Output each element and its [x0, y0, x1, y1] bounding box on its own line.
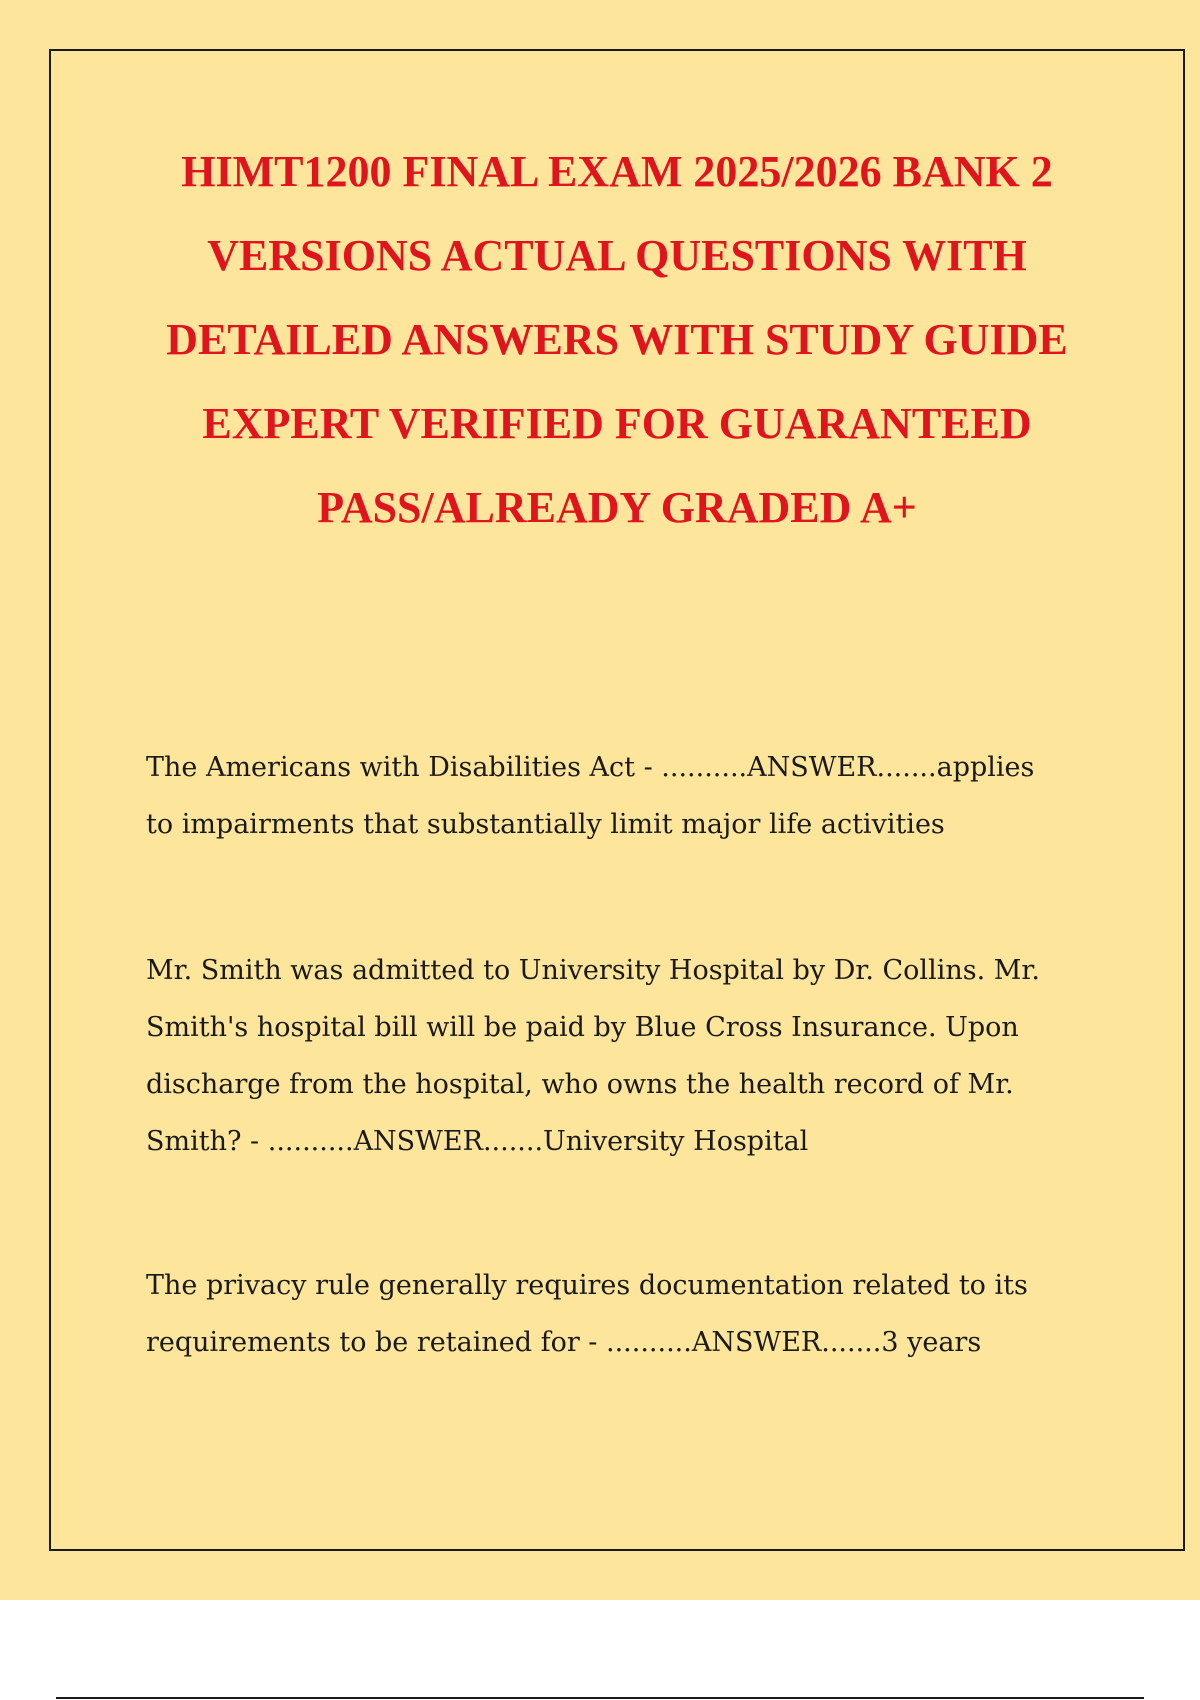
next-page-divider	[56, 1697, 1144, 1699]
qa-entry-ada: The Americans with Disabilities Act - ..........ANSWER.......applies to impairments that substantially limit major life activities	[146, 752, 1035, 840]
qa-entry-privacy-retention: The privacy rule generally requires documentation related to its requirements to be retained for - ..........ANSWER.......3 years	[146, 1270, 1028, 1358]
qa-entry-record-ownership: Mr. Smith was admitted to University Hospital by Dr. Collins. Mr. Smith's hospital bill will be paid by Blue Cross Insurance. Upon discharge from the hospital, who owns the health record of Mr. Smith? - ..........ANSWER.......University Hospital	[146, 955, 1040, 1157]
document-title: HIMT1200 FINAL EXAM 2025/2026 BANK 2 VERSIONS ACTUAL QUESTIONS WITH DETAILED ANSWERS WITH STUDY GUIDE EXPERT VERIFIED FOR GUARANTEED PASS/ALREADY GRADED A+	[166, 147, 1068, 532]
